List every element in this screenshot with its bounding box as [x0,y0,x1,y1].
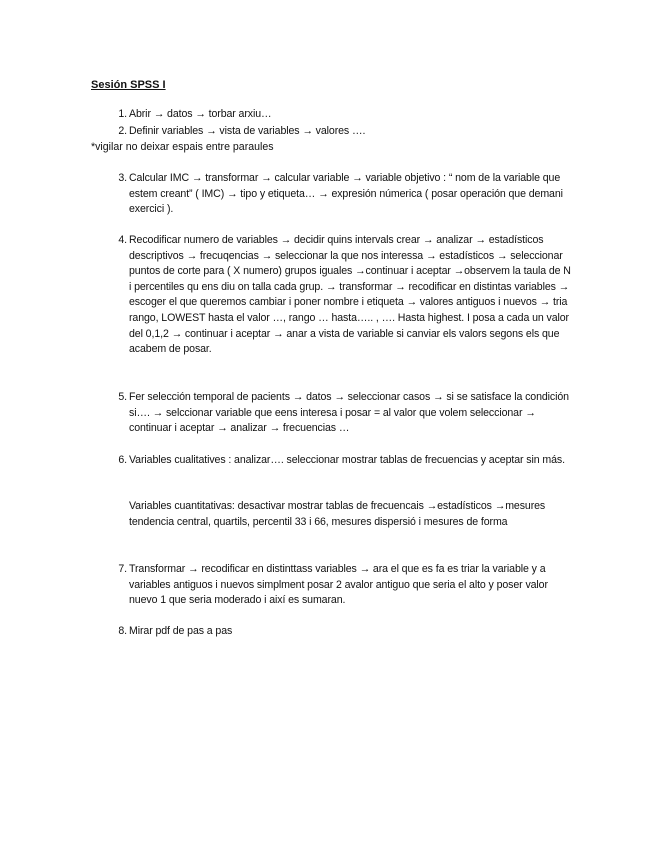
list-number: 3. [118,172,127,184]
list-text: Transformar → recodificar en distinttass variables → ara el que es fa es triar la variable y a variables antiguos i nuevos simplment posar 2 avalor antiguo que seria el alto y poser valor nuevo 1 que seria moderado i així es sumaran. [129,563,548,607]
list-text: Abrir → datos → torbar arxiu… [129,108,272,120]
list-number: 6. [118,454,127,466]
list-text: Definir variables → vista de variables → valores …. [129,125,366,137]
list-text: Variables cualitatives : analizar…. seleccionar mostrar tablas de frecuencias y aceptar sin más. [129,454,565,466]
list-number: 7. [118,563,127,575]
list-item-3 [118,171,574,218]
list-item-6-continuation: Variables cuantitativas: desactivar mostrar tablas de frecuencais →estadísticos →mesures tendencia central, quartils, percentil 33 i 66, mesures dispersió i mesures de forma [129,500,546,528]
list-item-2 [118,124,574,140]
document-title: Sesión SPSS I [91,79,166,91]
list-number: 5. [118,391,127,403]
list-number: 2. [118,125,127,137]
list-item-8 [118,624,574,640]
list-text: Fer selección temporal de pacients → datos → seleccionar casos → si se satisface la condición si…. → selccionar variable que eens interesa i posar = al valor que volem seleccionar → continuar i aceptar → analizar → frecuencias … [129,391,569,435]
list-text: Recodificar numero de variables → decidir quins intervals crear → analizar → estadísticos descriptivos → frecuqencias → seleccionar la que nos interessa → estadísticos → seleccionar puntos de corte para ( X numero) grupos iguales →continuar i aceptar →observem la taula de N i percentiles qu ens diu on talla cada grup. → transformar → recodificar en distintas variables → escoger el que queremos cambiar i poner nombre i etiqueta → valores antiguos i nuevos → tria rango, LOWEST hasta el valor …, rango … hasta….. , …. Hasta highest. I posa a cada un valor del 0,1,2 → continuar i aceptar → anar a vista de variable si canviar els valors segons els que acabem de posar. [129,234,571,356]
note-text: *vigilar no deixar espais entre paraules [91,141,274,153]
list-item-7 [118,562,574,609]
list-item-4 [118,233,574,358]
list-text: Calcular IMC → transformar → calcular variable → variable objetivo : “ nom de la variable que estem creant” ( IMC) → tipo y etiqueta… → expresión númerica ( posar operación que demani exercici ). [129,172,563,216]
list-item-1 [118,107,574,123]
list-number: 4. [118,234,127,246]
list-text: Mirar pdf de pas a pas [129,625,233,637]
list-item-5 [118,390,574,437]
list-item-6 [118,453,574,469]
list-number: 8. [118,625,127,637]
list-number: 1. [118,108,127,120]
